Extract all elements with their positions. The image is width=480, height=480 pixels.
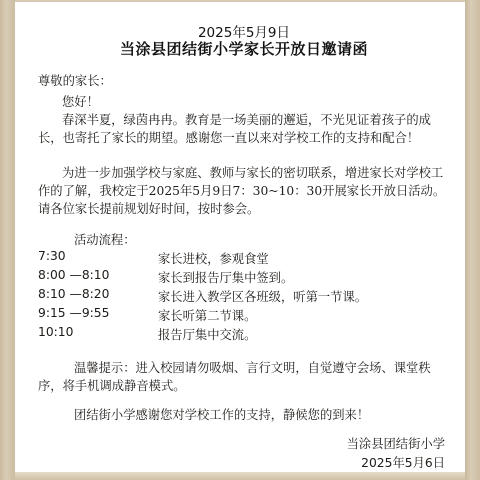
hello-text: 您好！	[62, 95, 99, 109]
signature-org: 当涂县团结街小学	[346, 437, 445, 451]
schedule-time: 9:15 —9:55	[38, 306, 110, 320]
invitation-letter	[38, 0, 450, 480]
schedule-time: 8:00 —8:10	[38, 268, 110, 282]
right-border-bar	[465, 0, 480, 480]
purpose-paragraph: 为进一步加强学校与家庭、教师与家长的密切联系，增进家长对学校工作的了解，我校定于2025年5月9日7：30~10：30开展家长开放日活动。请各位家长提前规划好时间，按时参会。	[38, 166, 446, 216]
schedule-item: 报告厅集中交流。	[158, 328, 257, 342]
schedule-time: 8:10 —8:20	[38, 287, 110, 301]
thanks-text: 团结街小学感谢您对学校工作的支持，静候您的到来！	[74, 408, 370, 422]
schedule-time: 7:30	[38, 249, 66, 263]
greeting: 尊敬的家长：	[38, 74, 112, 88]
schedule-item: 家长进校，参观食堂	[158, 252, 269, 266]
signature-date: 2025年5月6日	[361, 456, 445, 470]
schedule-item: 家长听第二节课。	[158, 309, 257, 323]
tips-paragraph: 温馨提示：进入校园请勿吸烟、言行文明，自觉遵守会场、课堂秩序，将手机调成静音模式。	[38, 361, 431, 393]
left-border-bar	[0, 0, 15, 480]
schedule-time: 10:10	[38, 325, 74, 339]
intro-paragraph: 春深半夏，绿茵冉冉。教育是一场美丽的邂逅，不光见证着孩子的成长，也寄托了家长的期望。感谢您一直以来对学校工作的支持和配合！	[38, 113, 431, 145]
schedule-item: 家长到报告厅集中签到。	[158, 271, 294, 285]
schedule-title: 活动流程：	[74, 233, 136, 247]
page-title: 当涂县团结街小学家长开放日邀请函	[119, 40, 368, 58]
schedule-item: 家长进入教学区各班级，听第一节课。	[158, 290, 368, 304]
title-date: 2025年5月9日	[197, 25, 291, 41]
